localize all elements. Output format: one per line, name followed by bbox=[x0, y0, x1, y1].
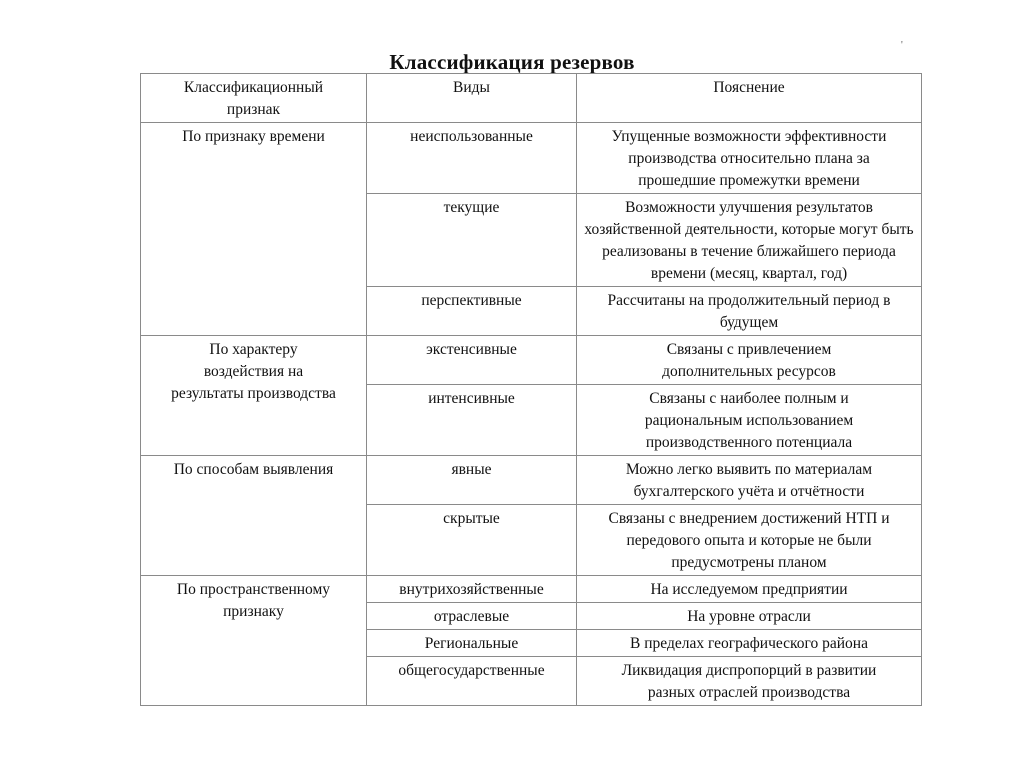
note-cell: На уровне отрасли bbox=[577, 603, 922, 630]
note-cell: Связаны с наиболее полным и рациональным использованием производственного потенциала bbox=[577, 385, 922, 456]
kind-cell: перспективные bbox=[367, 287, 577, 336]
document-title: Классификация резервов bbox=[389, 50, 635, 74]
kind-cell: интенсивные bbox=[367, 385, 577, 456]
kind-cell: скрытые bbox=[367, 505, 577, 576]
table-row bbox=[141, 123, 922, 194]
kind-cell: Региональные bbox=[367, 630, 577, 657]
note-cell: Связаны с внедрением достижений НТП и передового опыта и которые не были предусмотрены планом bbox=[577, 505, 922, 576]
note-cell: Ликвидация диспропорций в развитии разных отраслей производства bbox=[577, 657, 922, 706]
kind-cell: неиспользованные bbox=[367, 123, 577, 194]
header-feature: Классификационный признак bbox=[141, 74, 367, 123]
table-row bbox=[141, 576, 922, 603]
kind-cell: текущие bbox=[367, 194, 577, 287]
feature-cell: По признаку времени bbox=[141, 123, 367, 336]
reserves-classification-table bbox=[140, 73, 922, 706]
kind-cell: общегосударственные bbox=[367, 657, 577, 706]
table-row bbox=[141, 336, 922, 385]
note-cell: На исследуемом предприятии bbox=[577, 576, 922, 603]
table-header-row bbox=[141, 74, 922, 123]
corner-mark: ' bbox=[901, 40, 903, 51]
header-kinds: Виды bbox=[367, 74, 577, 123]
kind-cell: явные bbox=[367, 456, 577, 505]
note-cell: В пределах географического района bbox=[577, 630, 922, 657]
feature-cell: По характеру воздействия на результаты производства bbox=[141, 336, 367, 456]
note-cell: Возможности улучшения результатов хозяйственной деятельности, которые могут быть реализованы в течение ближайшего периода времени (месяц, квартал, год) bbox=[577, 194, 922, 287]
note-cell: Упущенные возможности эффективности производства относительно плана за прошедшие промежутки времени bbox=[577, 123, 922, 194]
kind-cell: экстенсивные bbox=[367, 336, 577, 385]
note-cell: Связаны с привлечением дополнительных ресурсов bbox=[577, 336, 922, 385]
table-row bbox=[141, 456, 922, 505]
kind-cell: внутрихозяйственные bbox=[367, 576, 577, 603]
header-explanation: Пояснение bbox=[577, 74, 922, 123]
feature-cell: По способам выявления bbox=[141, 456, 367, 576]
note-cell: Рассчитаны на продолжительный период в будущем bbox=[577, 287, 922, 336]
kind-cell: отраслевые bbox=[367, 603, 577, 630]
feature-cell: По пространственному признаку bbox=[141, 576, 367, 706]
note-cell: Можно легко выявить по материалам бухгалтерского учёта и отчётности bbox=[577, 456, 922, 505]
